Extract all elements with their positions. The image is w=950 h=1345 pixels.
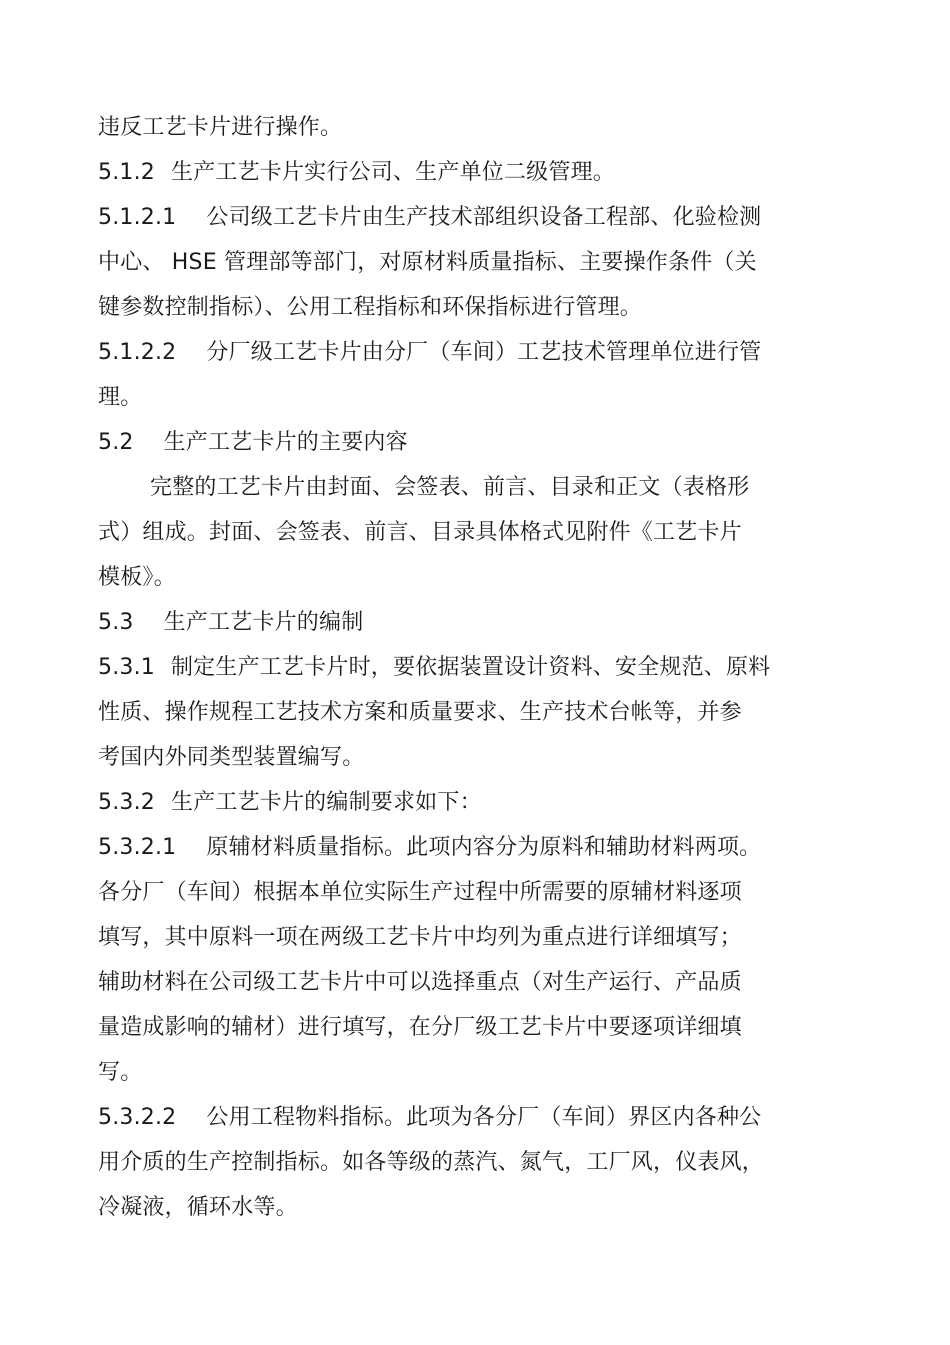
paragraph-line [98, 563, 176, 593]
paragraph-line [98, 518, 742, 548]
line-text: 用介质的生产控制指标。如各等级的蒸汽、氮气，工厂风，仪表风， [98, 1150, 765, 1175]
paragraph-line [98, 1058, 142, 1088]
section-number: 5.3.2.2 [98, 1105, 177, 1130]
section-heading-5-1-2 [98, 158, 615, 188]
section-number: 5.3 [98, 610, 134, 635]
line-text: 填写，其中原料一项在两级工艺卡片中均列为重点进行详细填写； [98, 925, 742, 950]
line-text: 量造成影响的辅材）进行填写，在分厂级工艺卡片中要逐项详细填 [98, 1015, 742, 1040]
line-text: 公用工程物料指标。此项为各分厂（车间）界区内各种公 [206, 1105, 762, 1130]
paragraph-line [98, 968, 742, 998]
line-text: 模板》。 [98, 565, 176, 590]
section-heading-5-1-2-1 [98, 203, 761, 233]
paragraph-line [98, 293, 642, 323]
line-text: 原辅材料质量指标。此项内容分为原料和辅助材料两项。 [206, 835, 762, 860]
line-text: 冷凝液，循环水等。 [98, 1195, 298, 1220]
line-text: 生产工艺卡片的主要内容 [163, 430, 408, 455]
line-text: 分厂级工艺卡片由分厂（车间）工艺技术管理单位进行管 [206, 340, 762, 365]
section-heading-5-3-2 [98, 788, 482, 818]
line-text: 公司级工艺卡片由生产技术部组织设备工程部、化验检测 [206, 205, 762, 230]
paragraph-line [98, 878, 742, 908]
section-heading-5-3 [98, 608, 363, 638]
section-number: 5.2 [98, 430, 134, 455]
line-text: 理。 [98, 385, 143, 410]
section-heading-5-1-2-2 [98, 338, 761, 368]
line-text: 违反工艺卡片进行操作。 [98, 115, 343, 140]
paragraph-line [98, 698, 742, 728]
line-text: 写。 [98, 1060, 143, 1085]
paragraph-line [98, 113, 342, 143]
paragraph-line [98, 1193, 298, 1223]
section-heading-5-2 [98, 428, 408, 458]
paragraph-line [98, 248, 757, 278]
line-text: 考国内外同类型装置编写。 [98, 745, 365, 770]
line-text: 制定生产工艺卡片时，要依据装置设计资料、安全规范、原料 [170, 655, 771, 680]
line-text: 生产工艺卡片的编制要求如下： [170, 790, 482, 815]
paragraph-line [98, 1148, 764, 1178]
section-heading-5-3-2-2 [98, 1103, 761, 1133]
line-text: 性质、操作规程工艺技术方案和质量要求、生产技术台帐等，并参 [98, 700, 742, 725]
section-number: 5.1.2.1 [98, 205, 177, 230]
section-number: 5.3.1 [98, 655, 155, 680]
section-heading-5-3-1 [98, 653, 770, 683]
section-number: 5.3.2 [98, 790, 155, 815]
paragraph-line [98, 743, 364, 773]
section-number: 5.3.2.1 [98, 835, 177, 860]
line-text: 辅助材料在公司级工艺卡片中可以选择重点（对生产运行、产品质 [98, 970, 742, 995]
line-text: 键参数控制指标）、公用工程指标和环保指标进行管理。 [98, 295, 643, 320]
line-text: 中心、 HSE 管理部等部门，对原材料质量指标、主要操作条件（关 [98, 250, 757, 275]
line-text: 式）组成。封面、会签表、前言、目录具体格式见附件《工艺卡片 [98, 520, 742, 545]
line-text: 生产工艺卡片实行公司、生产单位二级管理。 [170, 160, 615, 185]
section-heading-5-3-2-1 [98, 833, 761, 863]
line-text: 生产工艺卡片的编制 [163, 610, 364, 635]
line-text: 各分厂（车间）根据本单位实际生产过程中所需要的原辅材料逐项 [98, 880, 742, 905]
paragraph-line [98, 383, 142, 413]
paragraph-line [98, 1013, 742, 1043]
section-number: 5.1.2.2 [98, 340, 177, 365]
paragraph-line [98, 923, 742, 953]
line-text: 完整的工艺卡片由封面、会签表、前言、目录和正文（表格形 [150, 475, 750, 500]
section-number: 5.1.2 [98, 160, 155, 185]
paragraph-line [150, 473, 749, 503]
